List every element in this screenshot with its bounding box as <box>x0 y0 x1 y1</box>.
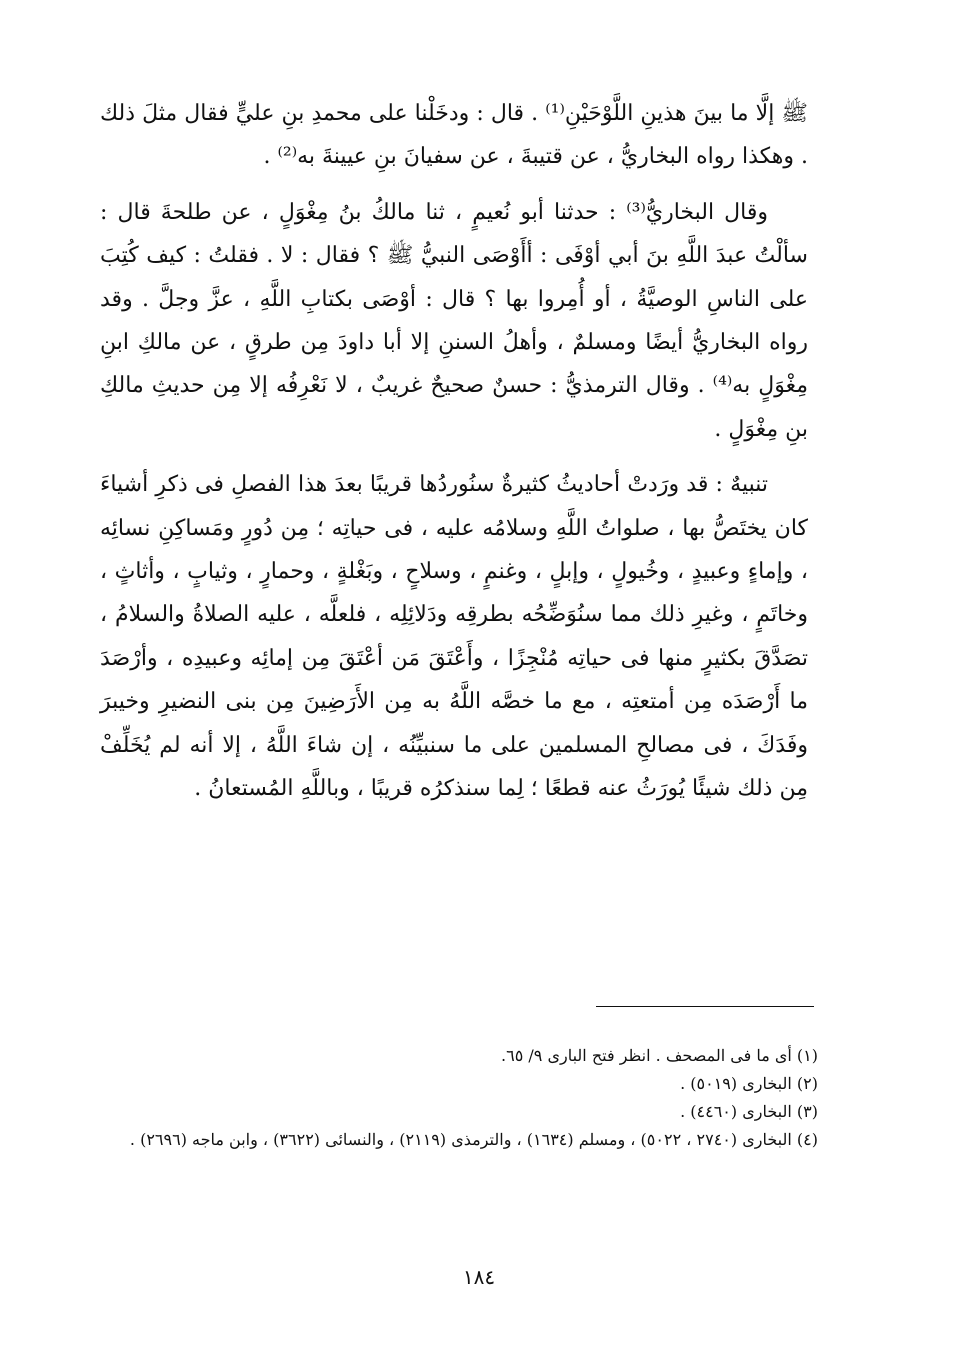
footnote: (٤) البخارى (٢٧٤٠ ، ٥٠٢٢) ، ومسلم (١٦٣٤) ، والترمذى (٢١١٩) ، والنسائى (٣٦٢٢) ، وابن ماجه (٢٦٩٦) . <box>129 1130 818 1149</box>
footnote-separator <box>596 1006 814 1007</box>
footnote: (٢) البخارى (٥٠١٩) . <box>680 1074 818 1093</box>
paragraph: تنبيهٌ : قد ورَدتْ أحاديثُ كثيرةٌ سنُوردُها قريبًا بعدَ هذا الفصلِ فى ذكرِ أشياءَ كان يختَصُّ بها ، صلواتُ اللَّهِ وسلامُه عليه ، فى حياتِه ؛ مِن دُورٍ ومَساكِنِ نسائِه ، وإماءٍ وعبيدٍ ، وخُيولٍ ، وإبلٍ ، وغنمٍ ، وسلاحٍ ، وبَغْلةٍ ، وحمارٍ ، وثيابٍ ، وأثاثٍ ، وخاتَمٍ ، وغيرِ ذلك مما سنُوَضِّحُه بطرقِه ودَلائِلِه ، فلعلَّه ، عليه الصلاةُ والسلامُ ، تصَدَّقَ بكثيرٍ منها فى حياتِه مُنْجِزًا ، وأَعْتَقَ مَن أعْتَقَ مِن إمائِه وعبيدِه ، وأرْصَدَ ما أَرْصَدَه مِن أمتعتِه ، مع ما خصَّه اللَّهُ به مِن الأَرَضِينَ مِن بنى النضيرِ وخيبرَ وفَدَكَ ، فى مصالحِ المسلمين على ما سنبيِّنُه ، إن شاءَ اللَّهُ ، إلا أنه لم يُخَلِّفْ مِن ذلك شيئًا يُورَثُ عنه قطعًا ؛ لِما سنذكرُه قريبًا ، وباللَّهِ المُستعانُ . <box>100 472 808 802</box>
footnotes <box>100 1042 818 1154</box>
main-text <box>100 92 808 811</box>
paragraph: وقال البخاريُّ⁽³⁾ : حدثنا أبو نُعيمٍ ، ثنا مالكُ بنُ مِغْوَلٍ ، عن طلحةَ قال : سألْتُ عبدَ اللَّهِ بنَ أبي أوْفَى : أأَوْصَى النبيُّ ﷺ ؟ فقال : لا . فقلتُ : كيف كُتِبَ على الناسِ الوصيَّةُ ، أو أُمِروا بها ؟ قال : أوْصَى بكتابِ اللَّهِ ، عزَّ وجلَّ . وقد رواه البخاريُّ أيضًا ومسلمٌ ، وأهلُ السننِ إلا أبا داودَ مِن طرقٍ ، عن مالكِ ابنِ مِغْوَلٍ به⁽⁴⁾ . وقال الترمذيُّ : حسنٌ صحيحٌ غريبٌ ، لا نَعْرِفُه إلا مِن حديثِ مالكِ بنِ مِغْوَلٍ . <box>100 199 809 442</box>
footnote: (٣) البخارى (٤٤٦٠) . <box>680 1102 818 1121</box>
footnote: (١) أى ما فى المصحف . انظر فتح البارى ٩/ ٦٥. <box>501 1046 818 1065</box>
page-number: ١٨٤ <box>462 1265 496 1289</box>
paragraph: ﷺ إلَّا ما بينَ هذينِ اللَّوْحَيْنِ⁽¹⁾ . قال : ودخَلْنا على محمدِ بنِ عليٍّ فقال مثلَ ذلك . وهكذا رواه البخاريُّ ، عن قتيبةَ ، عن سفيانَ بنِ عيينةَ به⁽²⁾ . <box>100 101 808 170</box>
